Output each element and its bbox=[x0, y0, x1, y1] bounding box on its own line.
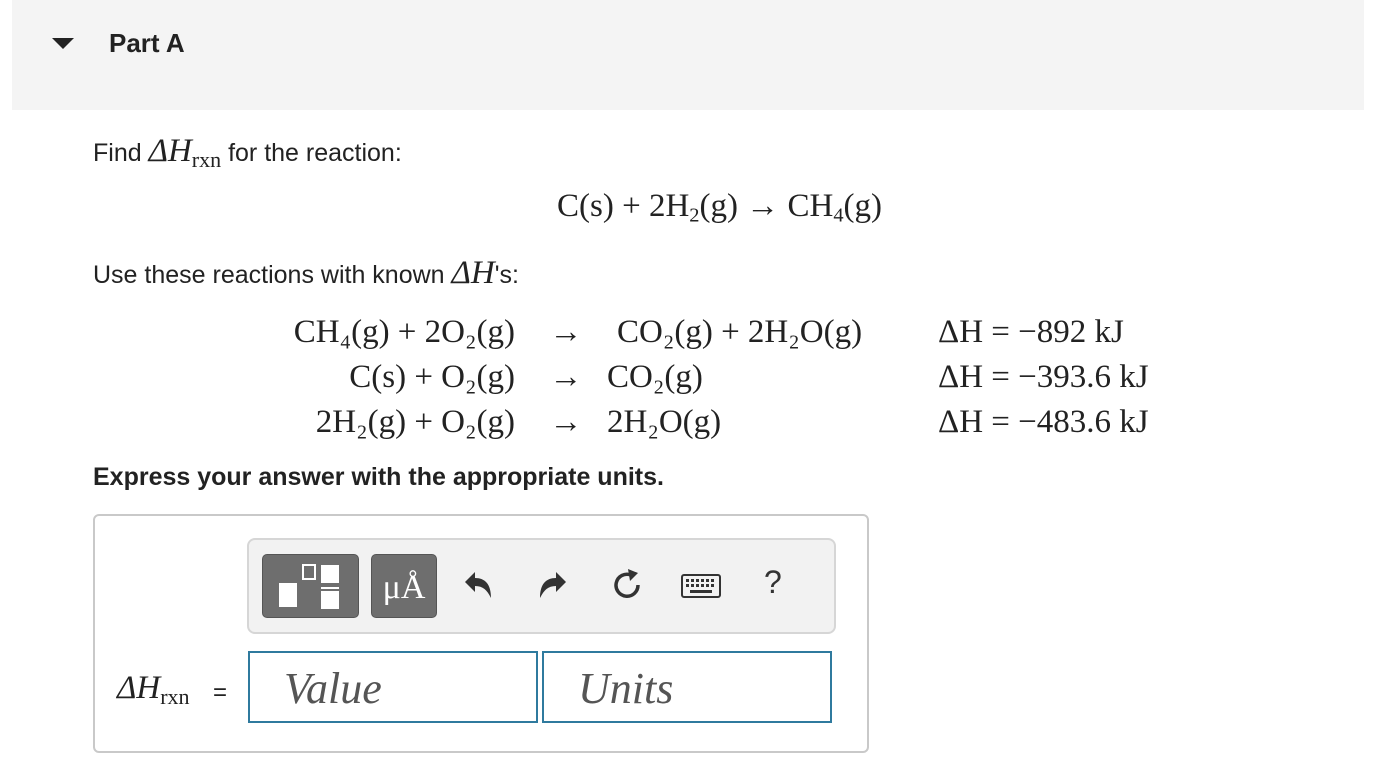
equals-sign: = bbox=[213, 679, 228, 706]
units-input[interactable] bbox=[542, 651, 832, 723]
delta-h-symbol: ΔH bbox=[451, 255, 495, 291]
math-toolbar bbox=[247, 538, 836, 634]
collapse-triangle-icon[interactable] bbox=[52, 38, 74, 49]
reset-icon[interactable] bbox=[609, 567, 645, 603]
instruction-text: Express your answer with the appropriate units. bbox=[93, 463, 664, 491]
reaction-3-rhs: 2H₂O(g) bbox=[607, 404, 722, 440]
part-title: Part A bbox=[109, 28, 185, 58]
reaction-2-rhs: CO₂(g) bbox=[607, 359, 703, 395]
answer-symbol: $\Delta H_{rxn}$ bbox=[117, 670, 190, 710]
reaction-1-enthalpy: ΔH = −892 kJ bbox=[938, 314, 1124, 350]
keyboard-icon[interactable] bbox=[681, 574, 721, 598]
help-icon[interactable]: ? bbox=[764, 564, 782, 600]
units-button[interactable] bbox=[371, 554, 437, 618]
reaction-1-lhs: CH₄(g) + 2O₂(g) bbox=[293, 314, 515, 350]
units-icon: μÅ bbox=[382, 569, 426, 606]
prompt-find-text: Find bbox=[93, 139, 149, 167]
value-input[interactable] bbox=[248, 651, 538, 723]
value-placeholder: Value bbox=[284, 664, 382, 713]
units-placeholder: Units bbox=[578, 664, 674, 713]
undo-icon[interactable] bbox=[461, 568, 495, 602]
reaction-2-enthalpy: ΔH = −393.6 kJ bbox=[938, 359, 1149, 395]
reaction-1-arrow: → bbox=[549, 314, 583, 350]
prompt-use-tail: 's: bbox=[494, 261, 519, 289]
prompt-use bbox=[93, 255, 519, 292]
prompt-find bbox=[93, 133, 402, 173]
reaction-2-arrow: → bbox=[549, 359, 583, 395]
templates-button[interactable] bbox=[262, 554, 359, 618]
prompt-use-text: Use these reactions with known bbox=[93, 261, 452, 289]
prompt-find-tail: for the reaction: bbox=[221, 139, 402, 167]
templates-icon bbox=[277, 561, 347, 613]
answer-panel bbox=[93, 514, 869, 753]
part-header[interactable] bbox=[12, 0, 1364, 110]
reaction-3-arrow: → bbox=[549, 404, 583, 440]
reaction-3-lhs: 2H₂(g) + O₂(g) bbox=[315, 404, 515, 440]
reaction-1-rhs: CO₂(g) + 2H₂O(g) bbox=[617, 314, 863, 350]
delta-h-symbol: $\Delta H_{rxn}$ bbox=[148, 133, 222, 173]
redo-icon[interactable] bbox=[536, 568, 570, 602]
target-reaction: $C(s) + 2H_2(g) \to CH_4(g)$ bbox=[557, 188, 883, 227]
reaction-2-lhs: C(s) + O₂(g) bbox=[349, 359, 515, 395]
reaction-3-enthalpy: ΔH = −483.6 kJ bbox=[938, 404, 1149, 440]
